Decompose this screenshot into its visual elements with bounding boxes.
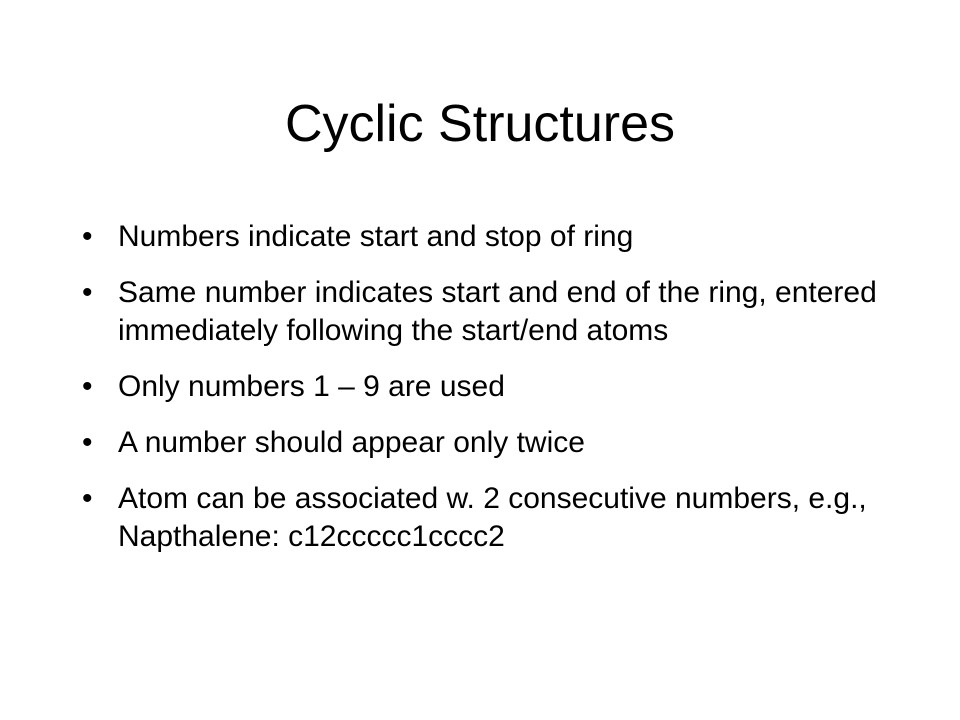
bullet-list bbox=[82, 218, 882, 574]
bullet-icon: • bbox=[82, 482, 93, 515]
bullet-text: Only numbers 1 – 9 are used bbox=[118, 370, 505, 403]
bullet-item bbox=[82, 218, 882, 256]
bullet-item bbox=[82, 424, 882, 462]
bullet-icon: • bbox=[82, 276, 93, 309]
slide-title: Cyclic Structures bbox=[284, 95, 676, 153]
bullet-text: A number should appear only twice bbox=[118, 426, 585, 459]
bullet-text: Numbers indicate start and stop of ring bbox=[118, 220, 634, 253]
bullet-item bbox=[82, 480, 882, 556]
bullet-icon: • bbox=[82, 426, 93, 459]
bullet-text: Atom can be associated w. 2 consecutive numbers, e.g., Napthalene: c12ccccc1cccc2 bbox=[118, 482, 867, 553]
bullet-icon: • bbox=[82, 370, 93, 403]
bullet-item bbox=[82, 368, 882, 406]
bullet-icon: • bbox=[82, 220, 93, 253]
bullet-text: Same number indicates start and end of the ring, entered immediately following the start/end atoms bbox=[118, 276, 877, 347]
bullet-item bbox=[82, 274, 882, 350]
